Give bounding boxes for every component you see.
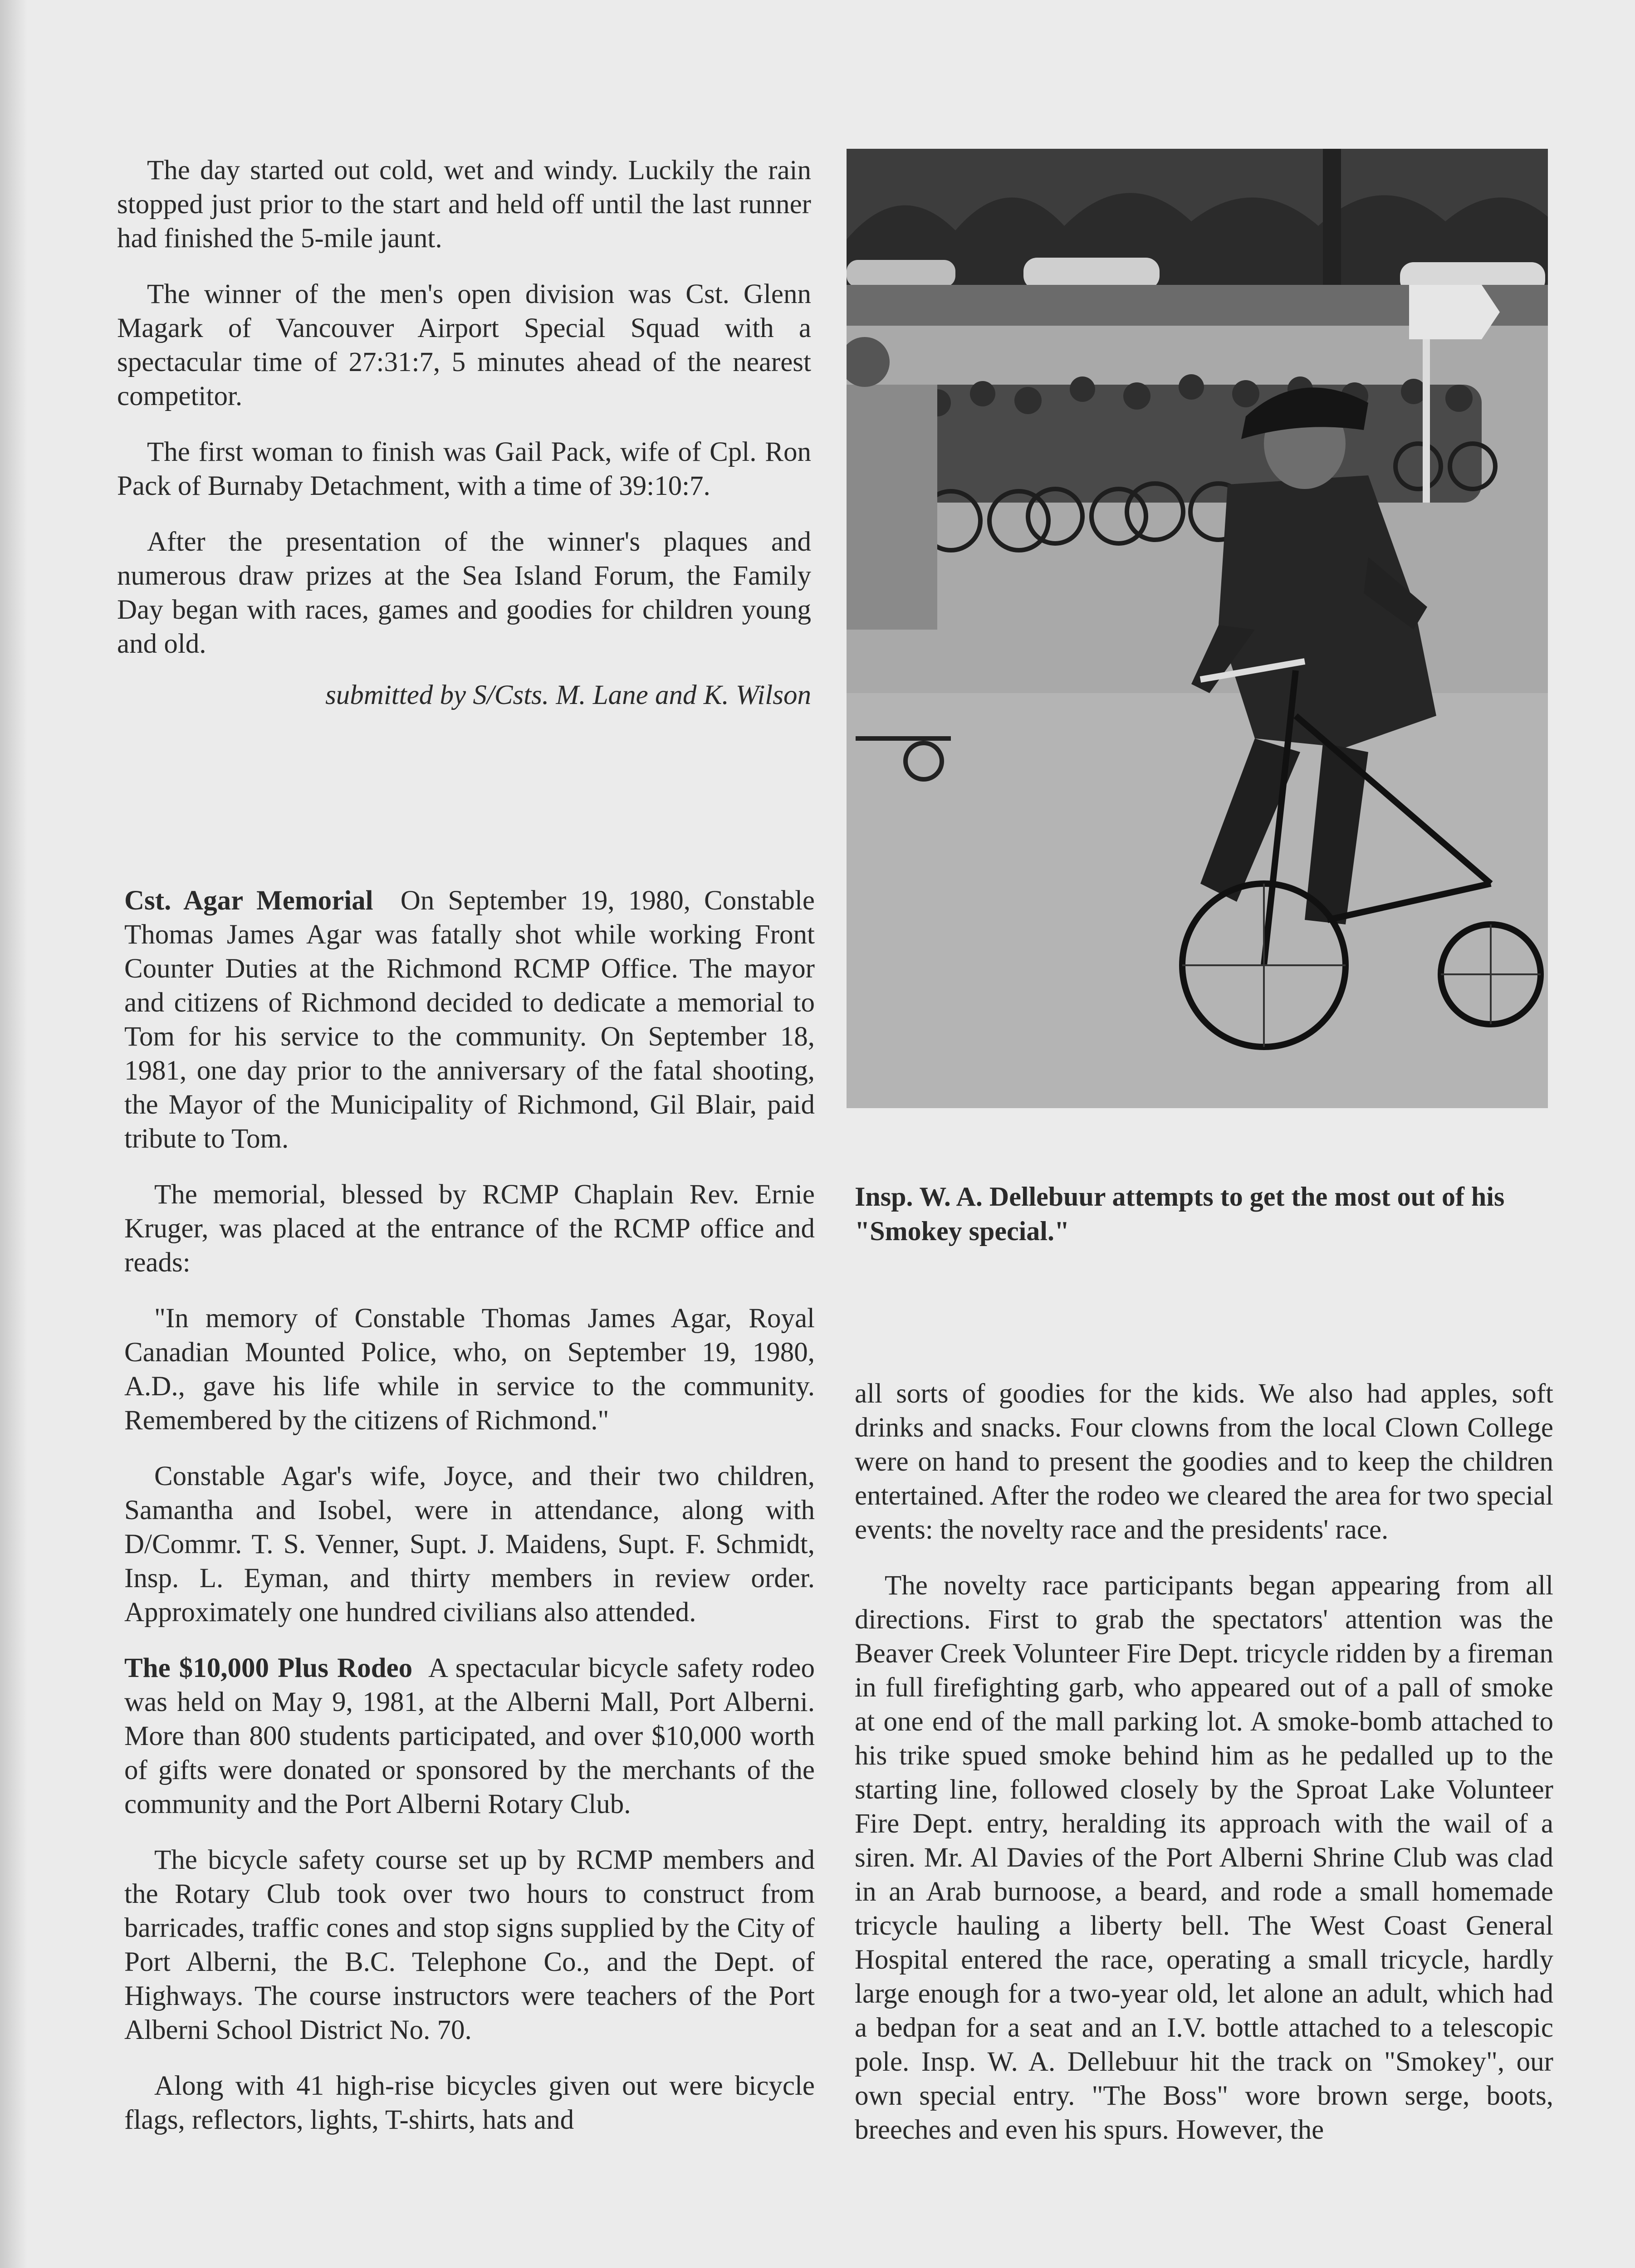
tricycle-photo xyxy=(847,149,1548,1108)
rodeo-continued-section xyxy=(855,1377,1553,2169)
rodeo-heading: The $10,000 Plus Rodeo xyxy=(124,1653,413,1683)
memorial-heading: Cst. Agar Memorial xyxy=(124,885,373,916)
photo-caption: Insp. W. A. Dellebuur attempts to get the most out of his "Smokey special." xyxy=(855,1182,1505,1246)
intro-paragraph-4: After the presentation of the winner's plaques and numerous draw prizes at the Sea Island Forum, the Family Day began with races, games and goodies for children young and old. xyxy=(117,527,811,659)
memorial-and-rodeo-section xyxy=(124,884,815,2159)
rodeo-paragraph-1 xyxy=(124,1651,815,1821)
novelty-race-paragraph: The novelty race participants began appearing from all directions. First to grab the spectators' attention was the Beaver Creek Volunteer Fire Dept. tricycle ridden by a fireman in full firefighting garb, who appeared out of a pall of smoke at one end of the mall parking lot. A smoke-bomb attached to his trike spued smoke behind him as he pedalled up to the starting line, followed closely by the Sproat Lake Volunteer Fire Dept. entry, heralding its approach with the wail of a siren. Mr. Al Davies of the Port Alberni Shrine Club was clad in an Arab burnoose, a beard, and rode a small homemade tricycle hauling a liberty bell. The West Coast General Hospital entered the race, operating a small tricycle, hardly large enough for a two-year old, let alone an adult, which had a bedpan for a seat and an I.V. bottle attached to a telescopic pole. Insp. W. A. Dellebuur hit the track on "Smokey", our own special entry. "The Boss" wore brown serge, boots, breeches and even his spurs. However, the xyxy=(855,1570,1553,2145)
intro-section xyxy=(117,153,811,734)
memorial-text-1: On September 19, 1980, Constable Thomas James Agar was fatally shot while working Front Counter Duties at the Richmond RCMP Office. The mayor and citizens of Richmond decided to dedicate a memorial to Tom for his service to the community. On September 18, 1981, one day prior to the anniversary of the fatal shooting, the Mayor of the Municipality of Richmond, Gil Blair, paid tribute to Tom. xyxy=(124,885,815,1154)
rodeo-paragraph-2: The bicycle safety course set up by RCMP members and the Rotary Club took over two hours to construct from barricades, traffic cones and stop signs supplied by the City of Port Alberni, the B.C. Telephone Co., and the Dept. of Highways. The course instructors were teachers of the Port Alberni School District No. 70. xyxy=(124,1845,815,2045)
rodeo-paragraph-3: Along with 41 high-rise bicycles given out were bicycle flags, reflectors, lights, T-shirts, hats and xyxy=(124,2071,815,2135)
intro-paragraph-2: The winner of the men's open division was Cst. Glenn Magark of Vancouver Airport Special Squad with a spectacular time of 27:31:7, 5 minutes ahead of the nearest competitor. xyxy=(117,279,811,411)
binding-shadow xyxy=(0,0,27,2268)
memorial-paragraph-2: The memorial, blessed by RCMP Chaplain Rev. Ernie Kruger, was placed at the entrance of the RCMP office and reads: xyxy=(124,1179,815,1278)
rodeo-text-1: A spectacular bicycle safety rodeo was held on May 9, 1981, at the Alberni Mall, Port Alberni. More than 800 students participated, and over $10,000 worth of gifts were donated or sponsored by the merchants of the community and the Port Alberni Rotary Club. xyxy=(124,1653,815,1819)
memorial-paragraph-1 xyxy=(124,884,815,1156)
memorial-paragraph-3: Constable Agar's wife, Joyce, and their two children, Samantha and Isobel, were in attendance, along with D/Commr. T. S. Venner, Supt. J. Maidens, Supt. F. Schmidt, Insp. L. Eyman, and thirty members in review order. Approximately one hundred civilians also attended. xyxy=(124,1461,815,1628)
intro-paragraph-1: The day started out cold, wet and windy. Luckily the rain stopped just prior to the start and held off until the last runner had finished the 5-mile jaunt. xyxy=(117,155,811,254)
rodeo-continued-paragraph-1: all sorts of goodies for the kids. We also had apples, soft drinks and snacks. Four clowns from the local Clown College were on hand to present the goodies and to keep the children entertained. After the rodeo we cleared the area for two special events: the novelty race and the presidents' race. xyxy=(855,1378,1553,1545)
tricycle-photo-illustration xyxy=(847,149,1548,1108)
intro-signature: submitted by S/Csts. M. Lane and K. Wilson xyxy=(325,680,811,710)
intro-paragraph-3: The first woman to finish was Gail Pack, wife of Cpl. Ron Pack of Burnaby Detachment, with a time of 39:10:7. xyxy=(117,437,811,501)
memorial-inscription: "In memory of Constable Thomas James Agar, Royal Canadian Mounted Police, who, on September 19, 1980, A.D., gave his life while in service to the community. Remembered by the citizens of Richmond." xyxy=(124,1303,815,1436)
